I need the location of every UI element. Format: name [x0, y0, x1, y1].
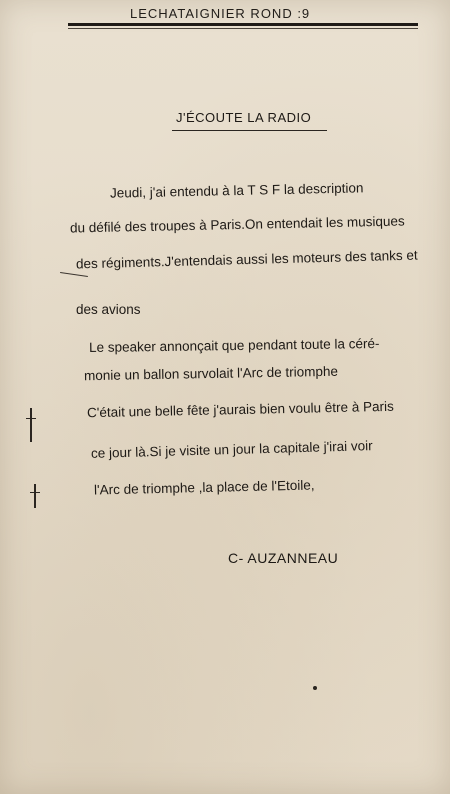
- binding-hole-tick-upper: [26, 418, 36, 419]
- binding-hole-tick-lower: [30, 492, 40, 493]
- text-line-1: Jeudi, j'ai entendu à la T S F la description: [109, 180, 364, 201]
- text-line-5: Le speaker annonçait que pendant toute la céré-: [88, 335, 380, 356]
- binding-hole-mark-upper: [30, 408, 32, 442]
- binding-hole-mark-lower: [34, 484, 36, 508]
- text-line-8: ce jour là.Si je visite un jour la capitale j'irai voir: [90, 438, 373, 461]
- ink-speck: [313, 686, 317, 690]
- author-signature: C- AUZANNEAU: [228, 550, 339, 566]
- article-title: J'ÉCOUTE LA RADIO: [176, 110, 312, 125]
- running-head: LECHATAIGNIER ROND :9: [130, 6, 311, 21]
- text-line-3: des régiments.J'entendais aussi les moteurs des tanks et: [75, 247, 418, 272]
- text-line-6: monie un ballon survolait l'Arc de triomphe: [83, 363, 339, 384]
- margin-stroke: [60, 272, 88, 277]
- text-line-2: du défilé des troupes à Paris.On entendait les musiques: [69, 213, 405, 236]
- text-line-7: C'était une belle fête j'aurais bien voulu être à Paris: [86, 398, 394, 421]
- text-line-4: des avions: [76, 302, 141, 317]
- header-rule-thin: [68, 28, 418, 29]
- header-rule: [68, 23, 418, 26]
- text-line-9: l'Arc de triomphe ,la place de l'Etoile,: [93, 477, 315, 498]
- title-underline: [172, 130, 327, 131]
